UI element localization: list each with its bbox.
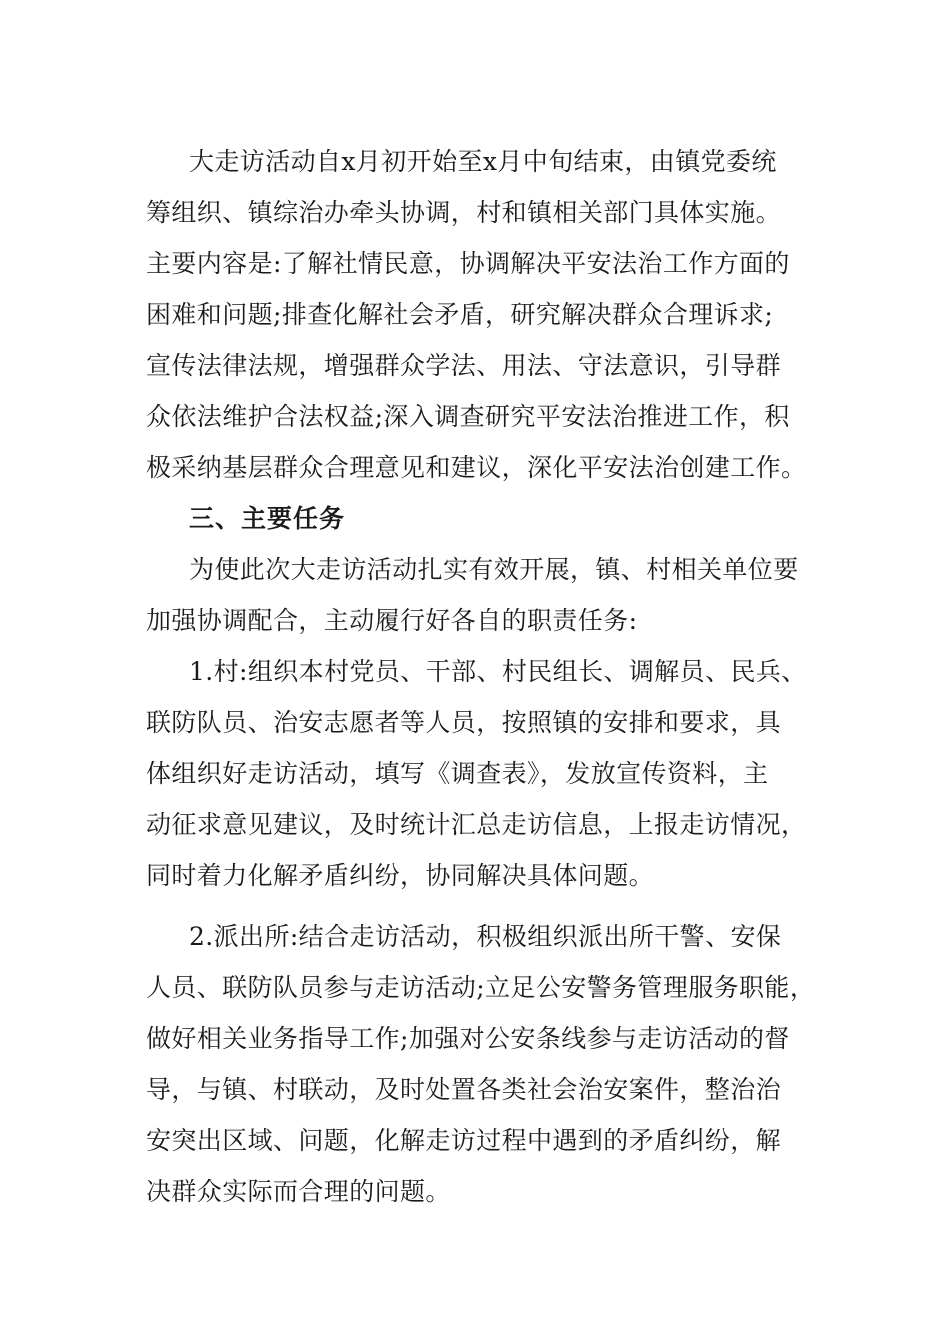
text-line: 1.村:组织本村党员、干部、村民组长、调解员、民兵、 [189, 657, 807, 686]
text-line: 同时着力化解矛盾纠纷，协同解决具体问题。 [146, 861, 655, 890]
list-item-village [146, 646, 806, 901]
document-body [146, 136, 816, 1217]
text-line: 动征求意见建议，及时统计汇总走访信息，上报走访情况， [146, 810, 807, 839]
text-line: 众依法维护合法权益;深入调查研究平安法治推进工作，积 [146, 402, 790, 431]
text-line: 安突出区域、问题，化解走访过程中遇到的矛盾纠纷，解 [146, 1126, 782, 1155]
text-line: 筹组织、镇综治办牵头协调，村和镇相关部门具体实施。 [146, 198, 782, 227]
section-heading: 三、主要任务 [189, 504, 346, 533]
text-line: 体组织好走访活动，填写《调查表》，发放宣传资料，主 [146, 759, 769, 788]
paragraph-visit-overview [146, 136, 806, 493]
paragraph-spacer [146, 901, 806, 911]
text-line: 加强协调配合，主动履行好各自的职责任务: [146, 606, 638, 635]
paragraph-task-intro [146, 544, 806, 646]
list-item-police-station [146, 911, 816, 1217]
text-line: 导，与镇、村联动，及时处置各类社会治安案件，整治治 [146, 1075, 782, 1104]
text-line: 大走访活动自x月初开始至x月中旬结束，由镇党委统 [189, 147, 777, 176]
text-line: 极采纳基层群众合理意见和建议，深化平安法治创建工作。 [146, 453, 807, 482]
text-line: 联防队员、治安志愿者等人员，按照镇的安排和要求，具 [146, 708, 782, 737]
text-line: 2.派出所:结合走访活动，积极组织派出所干警、安保 [189, 922, 782, 951]
text-line: 宣传法律法规，增强群众学法、用法、守法意识，引导群 [146, 351, 782, 380]
text-line: 困难和问题;排查化解社会矛盾，研究解决群众合理诉求; [146, 300, 774, 329]
text-line: 为使此次大走访活动扎实有效开展，镇、村相关单位要 [189, 555, 799, 584]
text-line: 主要内容是:了解社情民意，协调解决平安法治工作方面的 [146, 249, 790, 278]
text-line: 决群众实际而合理的问题。 [146, 1177, 451, 1206]
text-line: 人员、联防队员参与走访活动;立足公安警务管理服务职能， [146, 973, 816, 1002]
text-line: 做好相关业务指导工作;加强对公安条线参与走访活动的督 [146, 1024, 790, 1053]
